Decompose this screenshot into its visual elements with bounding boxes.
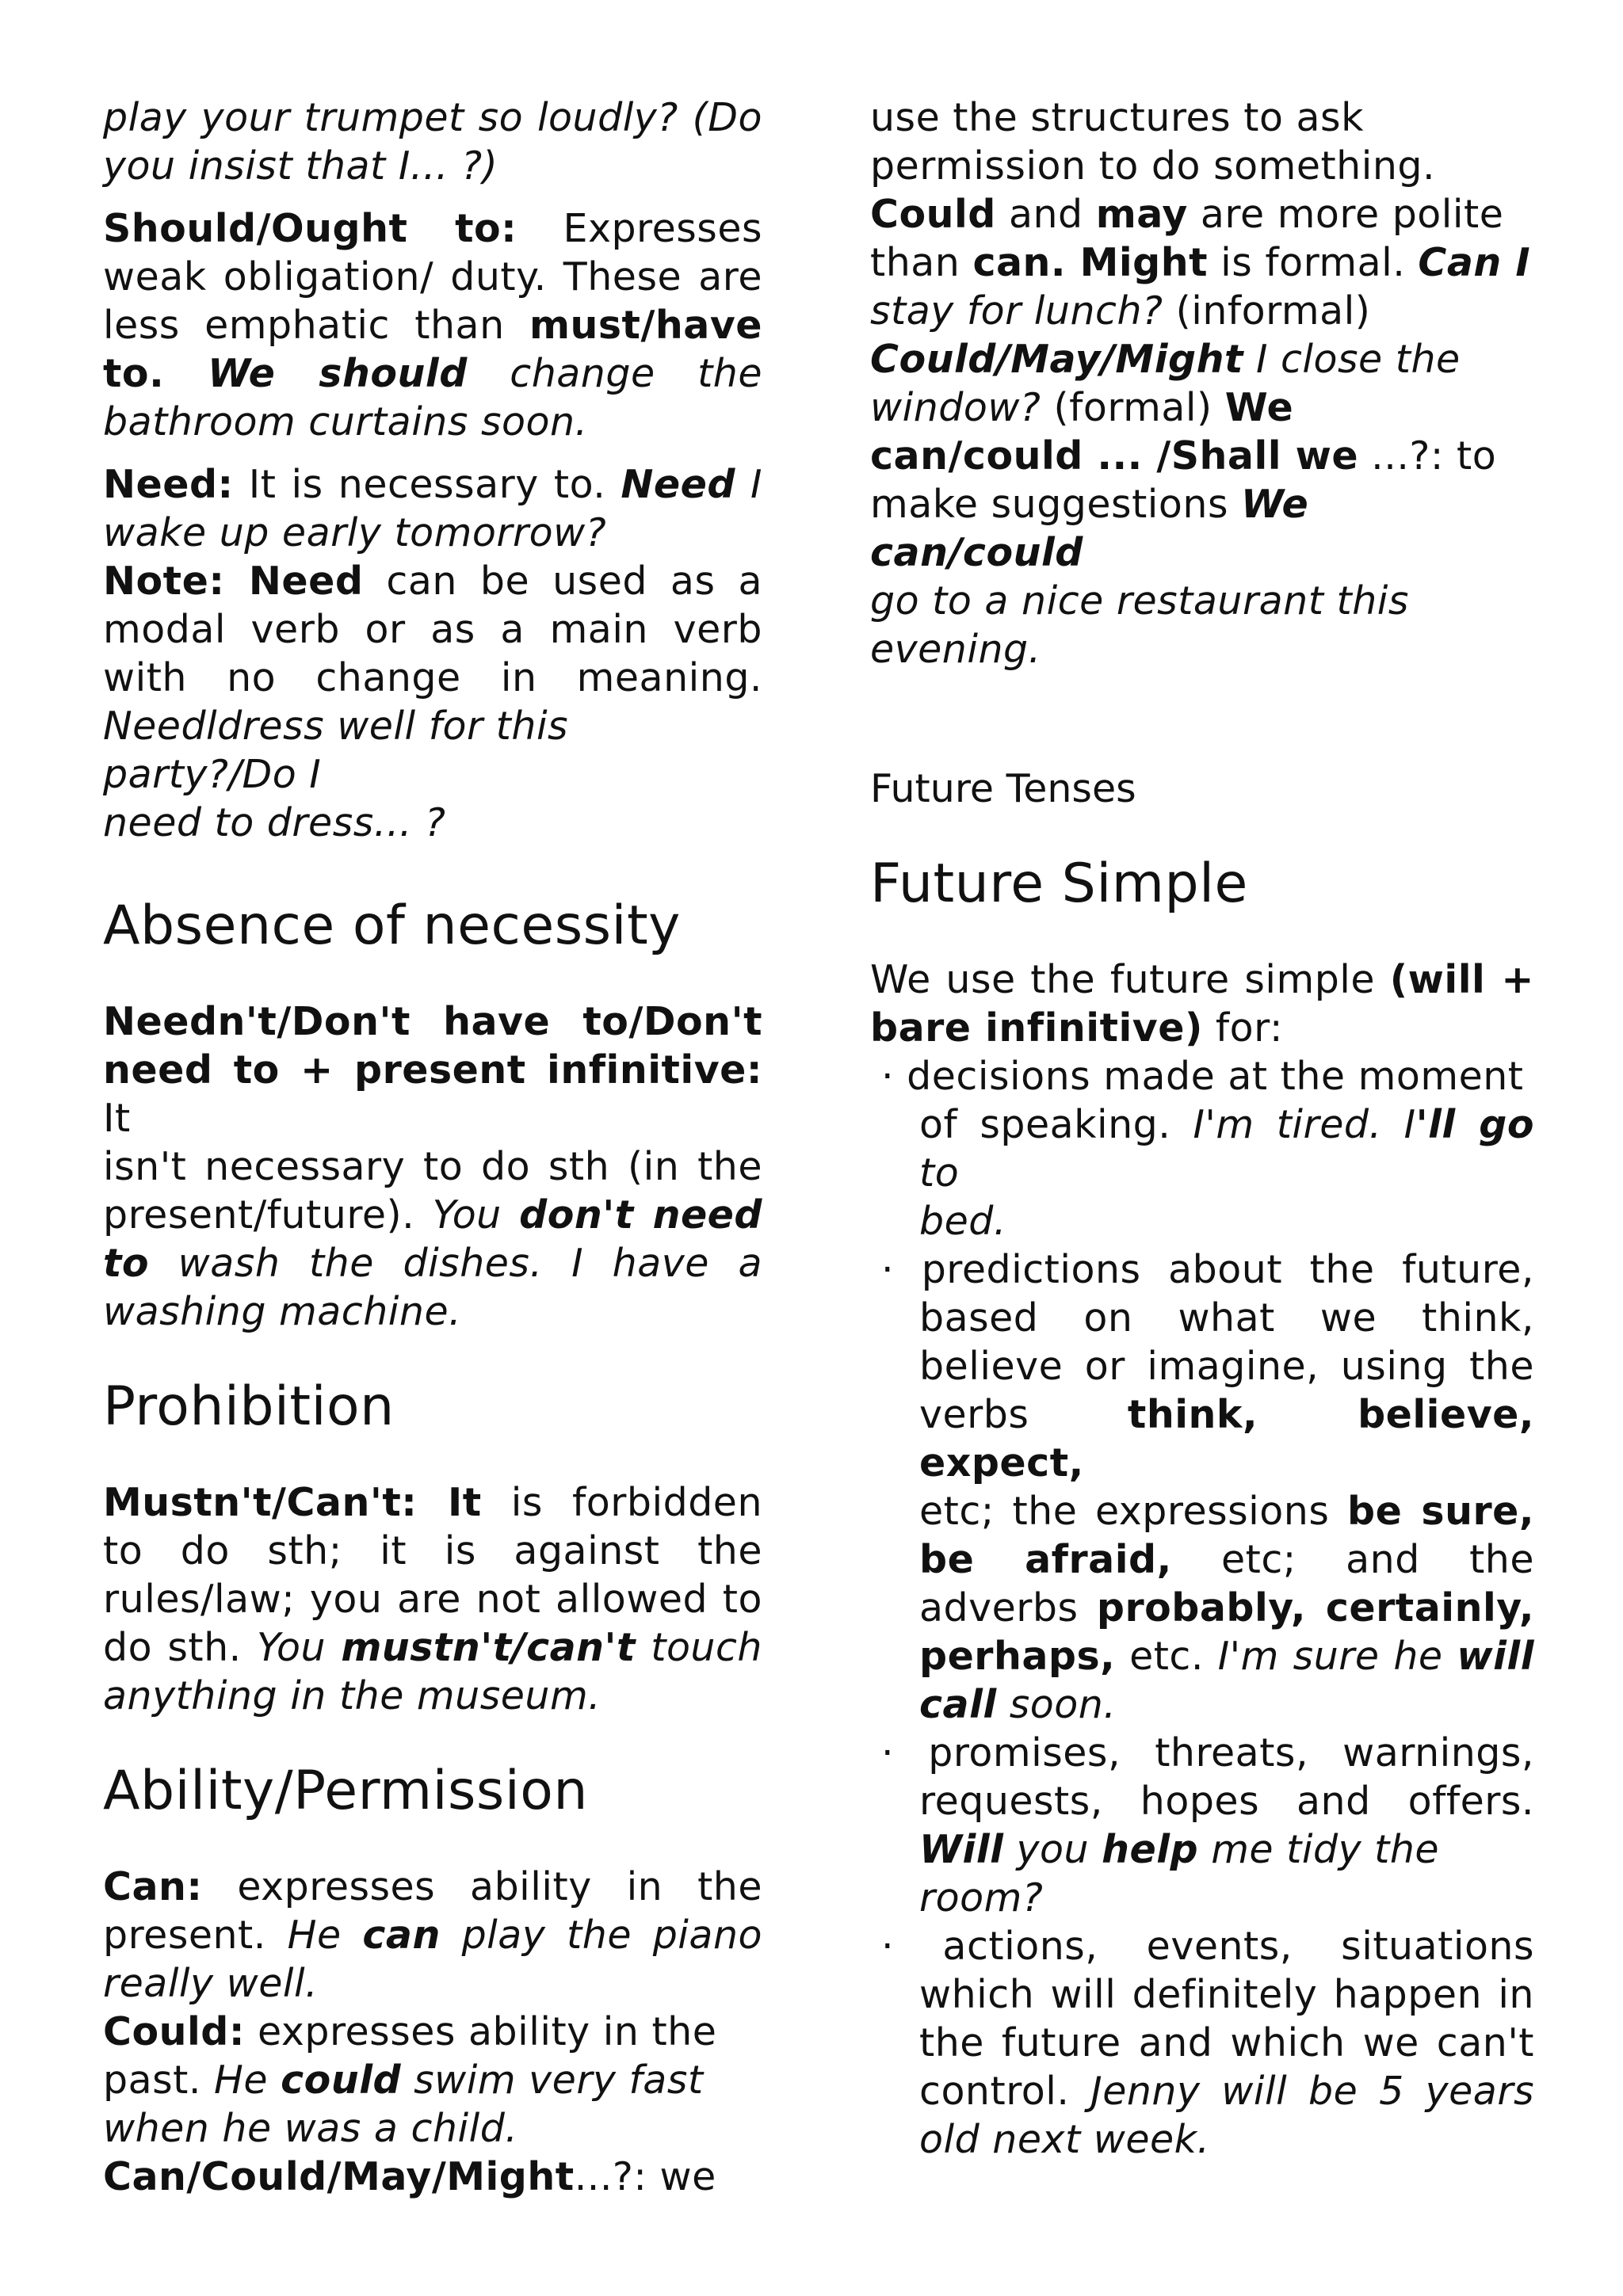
bullet-item-actions [870,1922,1534,2164]
bullet-bold: think, believe, expect, [919,1392,1535,1486]
bullet-example-bold: Will [919,1827,1004,1872]
need-paragraph [103,460,762,847]
trumpet-line-2: you insist that I... ?) [103,143,498,189]
should-text: less emphatic than [103,303,529,348]
bullet-example-bold: will [1457,1634,1534,1679]
note-line-3: with no change in meaning. [103,655,762,700]
bullet-example: you [1003,1827,1102,1872]
bullet-example: I'm sure he [1217,1634,1457,1679]
neednt-line-1: Needn't/Don't have to/Don't [103,999,762,1044]
bullet-example-bold: help [1102,1827,1199,1872]
bullet-line [919,1100,1534,1197]
bullet-bold: be sure, [1347,1489,1534,1534]
can-example-bold: can [362,1913,441,1958]
could-label: Could: [103,2009,245,2054]
bullet-list [870,1052,1534,2164]
bullet-line [881,1052,1534,1100]
could-example: He [214,2058,281,2103]
neednt-example-bold: don't need [519,1192,762,1238]
bullet-bold: be afraid, [919,1537,1172,1582]
should-line-4 [103,349,762,398]
neednt-example: wash the dishes. I have a [149,1241,762,1286]
should-text: Expresses [517,206,762,251]
bullet-line: old next week. [919,2117,1210,2162]
bullet-line [919,1390,1534,1487]
mustnt-example: You [256,1625,342,1670]
use-bold: can. Might [972,240,1209,285]
bullet-line [919,1584,1534,1632]
bullet-example: to [919,1150,960,1196]
mustnt-example: touch [635,1625,762,1670]
should-line-1 [103,204,762,253]
bullet-marker: · [881,1730,895,1775]
mustnt-line-1 [103,1478,762,1527]
use-example: I close the [1243,337,1461,382]
bullet-line [919,1487,1534,1535]
bullet-item-decisions [870,1052,1534,1245]
bullet-text: actions, events, situations [942,1924,1535,1969]
note-label: Note: Need [103,559,364,604]
mustnt-paragraph [103,1478,762,1720]
should-paragraph [103,204,762,446]
mustnt-line-4 [103,1623,762,1672]
could-line-1 [103,2008,762,2056]
permission-paragraph [870,93,1534,673]
left-column [103,93,762,2201]
use-example-bold: Could/May/Might [870,337,1243,382]
use-line-4 [870,238,1534,287]
mustnt-label: Mustn't/Can't: It [103,1480,482,1525]
absence-heading: Absence of necessity [103,894,681,957]
should-example: change the [467,351,762,396]
use-text: are more polite [1187,192,1504,237]
bullet-example: I'm tired. I [1193,1102,1416,1147]
bullet-line: bed. [919,1199,1006,1244]
note-line-1 [103,557,762,605]
mustnt-line-5: anything in the museum. [103,1673,601,1718]
future-tenses-title: Future Tenses [870,766,1136,811]
bullet-item-predictions [870,1245,1534,1729]
should-line-2: weak obligation/ duty. These are [103,254,762,299]
use-example: stay for lunch? [870,288,1163,334]
mustnt-line-2: to do sth; it is against the [103,1528,762,1573]
use-example-bold: Can I [1418,240,1531,285]
bullet-line [881,1729,1535,1777]
bullet-text: predictions about the future, [921,1247,1534,1292]
future-simple-heading: Future Simple [870,852,1248,915]
use-line-1: use the structures to ask [870,95,1364,140]
should-bold: must/have [529,303,762,348]
bullet-line: the future and which we can't [919,2020,1534,2065]
ccmm-text: ...?: we [574,2154,716,2199]
bullet-marker: · [881,1924,895,1969]
right-column [870,93,1534,2164]
use-line-7 [870,383,1534,432]
bullet-example: Jenny will be 5 years [1090,2069,1534,2114]
need-example-bold: Need [621,462,735,507]
bullet-line: which will definitely happen in [919,1972,1534,2017]
need-text: It is necessary to. [233,462,621,507]
bullet-example: me tidy the room? [919,1827,1440,1920]
bullet-line: based on what we think, [919,1295,1534,1341]
use-line-5 [870,287,1534,335]
note-line-2: modal verb or as a main verb [103,607,762,652]
can-label: Can: [103,1864,203,1909]
note-line-5: need to dress... ? [103,800,446,845]
should-example-bold: We should [164,351,468,396]
use-line-6 [870,335,1534,383]
use-text: and [995,192,1096,237]
bullet-line: believe or imagine, using the [919,1344,1534,1389]
neednt-line-3: isn't necessary to do sth (in the [103,1144,762,1189]
should-bold: to. [103,351,165,396]
note-line-4: Needldress well for this party?/Do I [103,704,569,797]
need-line-1 [103,460,762,509]
ccmm-line [103,2153,762,2201]
trumpet-line-1: play your trumpet so loudly? (Do [103,95,762,140]
bullet-line [881,1922,1535,1970]
intro-bold: (will + [1389,957,1534,1002]
neednt-label: need to + present infinitive: [103,1047,762,1093]
could-text: past. [103,2058,215,2103]
bullet-line [919,1632,1534,1680]
use-line-3 [870,190,1534,238]
mustnt-line-3: rules/law; you are not allowed to [103,1577,762,1622]
can-text: expresses ability in the [202,1864,762,1909]
need-line-2: wake up early tomorrow? [103,510,607,555]
use-bold: We [1224,385,1294,430]
use-text: is formal. [1208,240,1419,285]
use-text: than [870,240,973,285]
bullet-text: promises, threats, warnings, [928,1730,1535,1775]
need-label: Need: [103,462,234,507]
bullet-example-bold: 'll go [1415,1102,1534,1147]
ability-heading: Ability/Permission [103,1760,588,1822]
use-example: window? [870,385,1041,430]
could-line-2 [103,2056,762,2104]
bullet-marker: · [881,1054,895,1099]
can-line-3: really well. [103,1961,319,2006]
bullet-text: verbs [919,1392,1128,1437]
intro-text: We use the future simple [870,957,1390,1002]
can-line-1 [103,1863,762,1911]
use-line-8 [870,432,1534,480]
bullet-text: etc; the expressions [919,1489,1347,1534]
neednt-line-6: washing machine. [103,1289,462,1334]
neednt-line-4 [103,1191,762,1239]
neednt-line-2 [103,1046,762,1142]
use-line-10: go to a nice restaurant this [870,578,1409,624]
bullet-line [919,1535,1534,1584]
neednt-example: You [432,1192,520,1238]
bullet-line [919,1825,1534,1922]
should-label: Should/Ought to: [103,206,517,251]
bullet-line [919,1680,1534,1729]
could-example-bold: could [281,2058,402,2103]
use-bold: can/could ... /Shall we [870,433,1359,479]
could-example: swim very fast [401,2058,704,2103]
use-text: ...?: to [1358,433,1497,479]
bullet-example-bold: call [919,1682,997,1727]
future-simple-intro [870,955,1534,1052]
bullet-item-promises [870,1729,1534,1922]
bullet-marker: · [881,1247,895,1292]
can-example: He [287,1913,363,1958]
neednt-text: It [103,1096,131,1141]
mustnt-text: is forbidden [481,1480,762,1525]
use-text: make suggestions [870,482,1242,527]
bullet-line [881,1245,1534,1294]
can-text: present. [103,1913,288,1958]
neednt-paragraph [103,997,762,1336]
can-line-2 [103,1911,762,1959]
intro-text: for: [1202,1005,1283,1051]
bullet-line [919,2067,1534,2115]
use-line-9 [870,480,1534,577]
note-text: can be used as a [363,559,762,604]
could-text: expresses ability in the [244,2009,717,2054]
bullet-text: adverbs [919,1585,1097,1630]
intro-bold: bare infinitive) [870,1005,1203,1051]
use-line-11: evening. [870,627,1041,672]
neednt-example-bold: to [103,1241,150,1286]
bullet-text: decisions made at the moment [907,1054,1524,1099]
ccmm-label: Can/Could/May/Might [103,2154,575,2199]
bullet-text: etc. [1115,1634,1218,1679]
bullet-example: soon. [996,1682,1117,1727]
can-example: play the piano [440,1913,762,1958]
use-text: (informal) [1163,288,1371,334]
should-line-3 [103,301,762,349]
prohibition-heading: Prohibition [103,1375,395,1438]
can-paragraph [103,1863,762,2201]
use-bold: Could [870,192,996,237]
could-line-3: when he was a child. [103,2106,518,2151]
use-bold: may [1095,192,1188,237]
mustnt-example-bold: mustn't/can't [341,1625,636,1670]
bullet-text: etc; and the [1171,1537,1535,1582]
need-example: I [735,462,763,507]
bullet-bold: probably, certainly, [1096,1585,1534,1630]
should-line-5: bathroom curtains soon. [103,399,588,444]
neednt-text: present/future). [103,1192,433,1238]
mustnt-text: do sth. [103,1625,257,1670]
neednt-line-5 [103,1239,762,1287]
use-line-2: permission to do something. [870,143,1436,189]
bullet-bold: perhaps, [919,1634,1116,1679]
bullet-text: control. [919,2069,1091,2114]
bullet-line: requests, hopes and offers. [919,1779,1534,1824]
use-text: (formal) [1041,385,1225,430]
bullet-text: of speaking. [919,1102,1193,1147]
use-example-bold: We can/could [870,482,1309,575]
intro-line-2 [870,1004,1534,1052]
intro-line-1 [870,955,1534,1004]
